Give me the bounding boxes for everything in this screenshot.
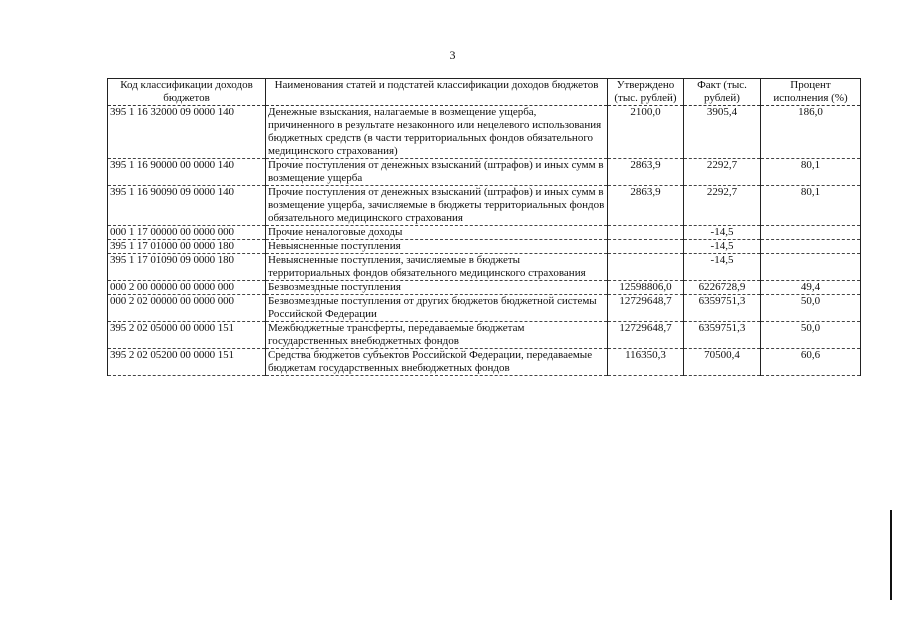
cell-name: Невыясненные поступления <box>266 240 608 254</box>
cell-percent <box>761 226 861 240</box>
table-row <box>108 281 861 295</box>
cell-code: 000 1 17 00000 00 0000 000 <box>108 226 266 240</box>
table-row <box>108 322 861 349</box>
cell-percent <box>761 254 861 281</box>
cell-name: Средства бюджетов субъектов Российской Федерации, передаваемые бюджетам государственных внебюджетных фондов <box>266 349 608 376</box>
cell-name: Межбюджетные трансферты, передаваемые бюджетам государственных внебюджетных фондов <box>266 322 608 349</box>
cell-approved <box>608 226 684 240</box>
scan-edge-line <box>890 510 892 600</box>
cell-approved: 116350,3 <box>608 349 684 376</box>
cell-name: Прочие поступления от денежных взысканий (штрафов) и иных сумм в возмещение ущерба, зачисляемые в бюджеты территориальных фондов обязательного медицинского страхования <box>266 186 608 226</box>
header-code: Код классификации доходов бюджетов <box>108 79 266 106</box>
cell-name: Прочие неналоговые доходы <box>266 226 608 240</box>
cell-name: Денежные взыскания, налагаемые в возмещение ущерба, причиненного в результате незаконного или нецелевого использования бюджетных средств (в части территориальных фондов обязательного медицинского страхования) <box>266 106 608 159</box>
cell-name: Невыясненные поступления, зачисляемые в бюджеты территориальных фондов обязательного медицинского страхования <box>266 254 608 281</box>
cell-name: Безвозмездные поступления <box>266 281 608 295</box>
cell-name: Прочие поступления от денежных взысканий (штрафов) и иных сумм в возмещение ущерба <box>266 159 608 186</box>
cell-code: 395 1 17 01090 09 0000 180 <box>108 254 266 281</box>
cell-code: 395 1 17 01000 00 0000 180 <box>108 240 266 254</box>
table-row <box>108 240 861 254</box>
cell-code: 395 2 02 05000 00 0000 151 <box>108 322 266 349</box>
cell-percent: 50,0 <box>761 322 861 349</box>
cell-percent: 186,0 <box>761 106 861 159</box>
cell-percent: 80,1 <box>761 159 861 186</box>
cell-code: 395 1 16 90000 00 0000 140 <box>108 159 266 186</box>
cell-fact: 6359751,3 <box>684 322 761 349</box>
table-row <box>108 349 861 376</box>
cell-percent: 60,6 <box>761 349 861 376</box>
cell-code: 000 2 02 00000 00 0000 000 <box>108 295 266 322</box>
cell-approved: 2863,9 <box>608 186 684 226</box>
table-row <box>108 226 861 240</box>
cell-approved: 12729648,7 <box>608 322 684 349</box>
cell-approved <box>608 240 684 254</box>
table-row <box>108 254 861 281</box>
cell-code: 000 2 00 00000 00 0000 000 <box>108 281 266 295</box>
cell-fact: -14,5 <box>684 240 761 254</box>
cell-fact: 3905,4 <box>684 106 761 159</box>
cell-approved: 12598806,0 <box>608 281 684 295</box>
cell-code: 395 1 16 32000 09 0000 140 <box>108 106 266 159</box>
cell-percent: 50,0 <box>761 295 861 322</box>
cell-fact: 6226728,9 <box>684 281 761 295</box>
cell-fact: -14,5 <box>684 254 761 281</box>
table-row <box>108 106 861 159</box>
cell-fact: 70500,4 <box>684 349 761 376</box>
table-header-row <box>108 79 861 106</box>
table-row <box>108 186 861 226</box>
table-row <box>108 295 861 322</box>
header-approved: Утверждено (тыс. рублей) <box>608 79 684 106</box>
header-name: Наименования статей и подстатей классификации доходов бюджетов <box>266 79 608 106</box>
budget-income-table <box>107 78 861 376</box>
cell-percent <box>761 240 861 254</box>
cell-approved: 2100,0 <box>608 106 684 159</box>
cell-approved: 2863,9 <box>608 159 684 186</box>
cell-fact: 2292,7 <box>684 186 761 226</box>
cell-percent: 80,1 <box>761 186 861 226</box>
cell-approved: 12729648,7 <box>608 295 684 322</box>
page-number: 3 <box>449 48 456 62</box>
table-row <box>108 159 861 186</box>
header-fact: Факт (тыс. рублей) <box>684 79 761 106</box>
cell-percent: 49,4 <box>761 281 861 295</box>
cell-code: 395 2 02 05200 00 0000 151 <box>108 349 266 376</box>
cell-fact: 2292,7 <box>684 159 761 186</box>
cell-name: Безвозмездные поступления от других бюджетов бюджетной системы Российской Федерации <box>266 295 608 322</box>
cell-code: 395 1 16 90090 09 0000 140 <box>108 186 266 226</box>
cell-fact: -14,5 <box>684 226 761 240</box>
cell-fact: 6359751,3 <box>684 295 761 322</box>
header-percent: Процент исполнения (%) <box>761 79 861 106</box>
cell-approved <box>608 254 684 281</box>
